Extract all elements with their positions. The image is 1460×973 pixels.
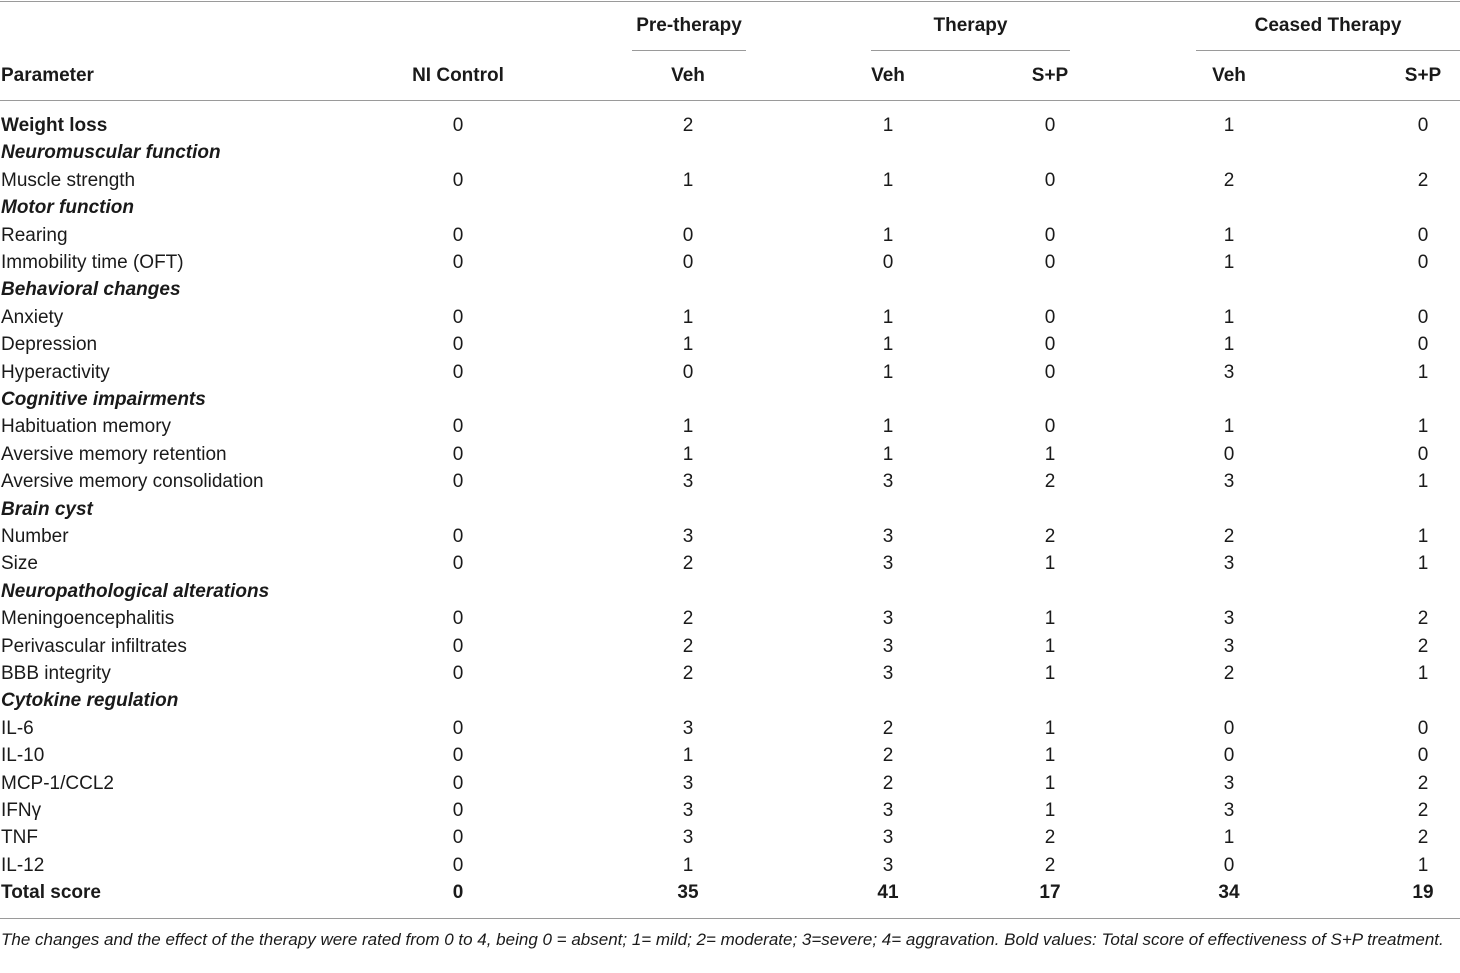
row-label: Aversive memory consolidation (1, 471, 264, 493)
cell-value: 0 (452, 635, 464, 657)
cell-value: 35 (677, 882, 699, 904)
cell-value: 1 (1417, 416, 1429, 438)
cell-value: 0 (452, 882, 464, 904)
section-row (0, 578, 1460, 605)
column-header-therapy-sp: S+P (1031, 65, 1069, 86)
cell-value: 34 (1218, 882, 1240, 904)
cell-value: 0 (682, 252, 694, 273)
cell-value: 0 (452, 306, 464, 328)
cell-value: 0 (1417, 443, 1429, 465)
row-label: Neuromuscular function (1, 142, 221, 164)
cell-value: 0 (682, 361, 694, 383)
cell-value: 41 (877, 882, 899, 904)
row-label: Depression (1, 334, 98, 356)
cell-value: 2 (1417, 635, 1429, 657)
cell-value: 3 (882, 663, 894, 684)
bottom-rule (0, 918, 1460, 919)
cell-value: 1 (1044, 635, 1056, 657)
row-label: Number (1, 526, 69, 547)
cell-value: 1 (1417, 663, 1429, 684)
row-label: Weight loss (1, 115, 108, 136)
cell-value: 2 (1223, 663, 1235, 684)
cell-value: 0 (1417, 745, 1429, 767)
cell-value: 19 (1412, 882, 1434, 904)
cell-value: 3 (882, 553, 894, 575)
cell-value: 0 (1417, 306, 1429, 328)
cell-value: 0 (452, 443, 464, 465)
cell-value: 1 (1044, 663, 1056, 684)
header-rule (0, 100, 1460, 101)
cell-value: 0 (1417, 717, 1429, 739)
table-row (0, 633, 1460, 660)
cell-value: 1 (1044, 772, 1056, 794)
cell-value: 2 (1417, 772, 1429, 794)
section-row (0, 496, 1460, 523)
cell-value: 2 (1044, 471, 1056, 493)
row-label: Habituation memory (1, 416, 172, 438)
cell-value: 1 (682, 416, 694, 438)
table-row (0, 605, 1460, 632)
cell-value: 1 (682, 169, 694, 191)
cell-value: 0 (1223, 745, 1235, 767)
cell-value: 2 (1223, 169, 1235, 191)
row-label: IL-12 (1, 854, 45, 876)
table-footnote: The changes and the effect of the therapy were rated from 0 to 4, being 0 = absent; 1= mild; 2= moderate; 3=severe; 4= aggravation. Bold values: Total score of effectiveness of S+P treatment. (1, 930, 1444, 949)
cell-value: 2 (1417, 827, 1429, 849)
cell-value: 1 (1044, 800, 1056, 821)
cell-value: 2 (1044, 526, 1056, 547)
row-label: Size (1, 553, 38, 575)
cell-value: 0 (452, 526, 464, 547)
section-row (0, 194, 1460, 221)
cell-value: 1 (882, 416, 894, 438)
cell-value: 2 (1223, 526, 1235, 547)
group-header-pre-therapy: Pre-therapy (636, 15, 742, 36)
cell-value: 1 (1417, 553, 1429, 575)
cell-value: 0 (1044, 115, 1056, 136)
cell-value: 1 (1417, 526, 1429, 547)
cell-value: 3 (682, 772, 694, 794)
cell-value: 0 (1044, 169, 1056, 191)
cell-value: 0 (1044, 361, 1056, 383)
table-row (0, 523, 1460, 550)
cell-value: 0 (452, 169, 464, 191)
cell-value: 1 (882, 334, 894, 356)
cell-value: 1 (1223, 224, 1235, 246)
cell-value: 3 (1223, 800, 1235, 821)
total-row (0, 879, 1460, 906)
cell-value: 0 (452, 224, 464, 246)
row-label: IL-6 (1, 717, 34, 739)
cell-value: 2 (882, 772, 894, 794)
row-label: MCP-1/CCL2 (1, 772, 114, 794)
cell-value: 0 (452, 772, 464, 794)
cell-value: 0 (452, 471, 464, 493)
cell-value: 2 (1417, 800, 1429, 821)
cell-value: 1 (1417, 854, 1429, 876)
cell-value: 1 (882, 443, 894, 465)
table-row (0, 852, 1460, 879)
cell-value: 3 (682, 800, 694, 821)
cell-value: 1 (882, 224, 894, 246)
cell-value: 0 (1044, 224, 1056, 246)
cell-value: 0 (1044, 334, 1056, 356)
row-label: Anxiety (1, 306, 64, 328)
cell-value: 3 (882, 800, 894, 821)
column-header-ni-control: NI Control (412, 65, 504, 86)
cell-value: 0 (452, 827, 464, 849)
cell-value: 0 (1044, 306, 1056, 328)
cell-value: 1 (882, 169, 894, 191)
row-label: Aversive memory retention (1, 443, 227, 465)
cell-value: 1 (1044, 745, 1056, 767)
cell-value: 2 (682, 553, 694, 575)
table-row (0, 112, 1460, 139)
cell-value: 0 (452, 854, 464, 876)
cell-value: 0 (1223, 443, 1235, 465)
table-row (0, 550, 1460, 577)
cell-value: 0 (1417, 115, 1429, 136)
cell-value: 3 (882, 827, 894, 849)
cell-value: 3 (682, 827, 694, 849)
cell-value: 0 (452, 745, 464, 767)
column-header-ceased-sp: S+P (1404, 65, 1442, 86)
cell-value: 1 (1044, 443, 1056, 465)
cell-value: 0 (1044, 416, 1056, 438)
section-row (0, 139, 1460, 166)
cell-value: 1 (882, 306, 894, 328)
row-label: IFNγ (1, 800, 42, 821)
cell-value: 3 (1223, 772, 1235, 794)
cell-value: 0 (1417, 224, 1429, 246)
row-label: Cytokine regulation (1, 690, 179, 712)
section-row (0, 687, 1460, 714)
table-row (0, 222, 1460, 249)
row-label: Rearing (1, 224, 68, 246)
cell-value: 0 (452, 361, 464, 383)
cell-value: 1 (1044, 553, 1056, 575)
cell-value: 1 (1044, 717, 1056, 739)
cell-value: 2 (682, 115, 694, 136)
table-row (0, 468, 1460, 495)
cell-value: 0 (1417, 252, 1429, 273)
table-row (0, 359, 1460, 386)
cell-value: 0 (452, 252, 464, 273)
cell-value: 1 (1223, 252, 1235, 273)
cell-value: 1 (1044, 608, 1056, 630)
cell-value: 1 (682, 306, 694, 328)
row-label: Total score (1, 882, 101, 904)
cell-value: 1 (1223, 334, 1235, 356)
cell-value: 2 (682, 608, 694, 630)
cell-value: 1 (682, 334, 694, 356)
table-row (0, 660, 1460, 687)
column-header-ceased-veh: Veh (1212, 65, 1246, 86)
top-rule (0, 1, 1460, 2)
cell-value: 3 (1223, 608, 1235, 630)
table-row (0, 797, 1460, 824)
cell-value: 0 (452, 800, 464, 821)
cell-value: 1 (1223, 827, 1235, 849)
cell-value: 2 (1044, 827, 1056, 849)
cell-value: 3 (1223, 553, 1235, 575)
cell-value: 1 (882, 115, 894, 136)
row-label: Cognitive impairments (1, 389, 206, 410)
row-label: TNF (1, 827, 38, 849)
row-label: Perivascular infiltrates (1, 635, 187, 657)
table-row (0, 167, 1460, 194)
cell-value: 2 (1417, 169, 1429, 191)
row-label: IL-10 (1, 745, 45, 767)
cell-value: 0 (452, 663, 464, 684)
cell-value: 2 (882, 717, 894, 739)
row-label: Hyperactivity (1, 361, 110, 383)
section-row (0, 386, 1460, 413)
cell-value: 1 (1223, 115, 1235, 136)
pre-therapy-group-rule (632, 50, 746, 51)
column-header-pre-veh: Veh (671, 65, 705, 86)
table-row (0, 304, 1460, 331)
cell-value: 0 (452, 115, 464, 136)
table-row (0, 715, 1460, 742)
cell-value: 1 (1223, 306, 1235, 328)
cell-value: 0 (452, 717, 464, 739)
cell-value: 1 (682, 443, 694, 465)
cell-value: 0 (1417, 334, 1429, 356)
cell-value: 1 (882, 361, 894, 383)
cell-value: 3 (882, 608, 894, 630)
cell-value: 0 (452, 553, 464, 575)
group-header-ceased-therapy: Ceased Therapy (1254, 15, 1402, 36)
cell-value: 1 (1223, 416, 1235, 438)
table-row (0, 742, 1460, 769)
cell-value: 1 (1417, 361, 1429, 383)
table-row (0, 331, 1460, 358)
cell-value: 3 (682, 471, 694, 493)
cell-value: 0 (452, 608, 464, 630)
cell-value: 2 (682, 635, 694, 657)
row-label: Behavioral changes (1, 279, 181, 301)
column-header-therapy-veh: Veh (871, 65, 905, 86)
cell-value: 1 (682, 745, 694, 767)
cell-value: 0 (682, 224, 694, 246)
cell-value: 0 (1044, 252, 1056, 273)
table-row (0, 413, 1460, 440)
table-row (0, 824, 1460, 851)
row-label: Motor function (1, 197, 134, 219)
row-label: Immobility time (OFT) (1, 252, 184, 273)
group-header-therapy: Therapy (933, 15, 1008, 36)
cell-value: 3 (882, 854, 894, 876)
table-row (0, 249, 1460, 276)
cell-value: 3 (882, 635, 894, 657)
cell-value: 3 (882, 471, 894, 493)
row-label: Muscle strength (1, 169, 136, 191)
cell-value: 0 (1223, 717, 1235, 739)
cell-value: 3 (882, 526, 894, 547)
cell-value: 2 (882, 745, 894, 767)
cell-value: 3 (1223, 471, 1235, 493)
cell-value: 3 (682, 526, 694, 547)
row-label: Neuropathological alterations (1, 580, 270, 602)
cell-value: 0 (1223, 854, 1235, 876)
cell-value: 2 (1044, 854, 1056, 876)
cell-value: 17 (1039, 882, 1061, 904)
cell-value: 2 (1417, 608, 1429, 630)
therapy-group-rule (871, 50, 1070, 51)
row-label: BBB integrity (1, 663, 111, 684)
cell-value: 0 (882, 252, 894, 273)
cell-value: 3 (1223, 361, 1235, 383)
column-header-parameter: Parameter (1, 65, 94, 86)
row-label: Brain cyst (1, 498, 93, 520)
cell-value: 1 (1417, 471, 1429, 493)
table-row (0, 441, 1460, 468)
row-label: Meningoencephalitis (1, 608, 175, 630)
cell-value: 3 (1223, 635, 1235, 657)
cell-value: 2 (682, 663, 694, 684)
section-row (0, 276, 1460, 303)
cell-value: 0 (452, 334, 464, 356)
table-row (0, 770, 1460, 797)
cell-value: 0 (452, 416, 464, 438)
ceased-therapy-group-rule (1196, 50, 1460, 51)
cell-value: 3 (682, 717, 694, 739)
cell-value: 1 (682, 854, 694, 876)
